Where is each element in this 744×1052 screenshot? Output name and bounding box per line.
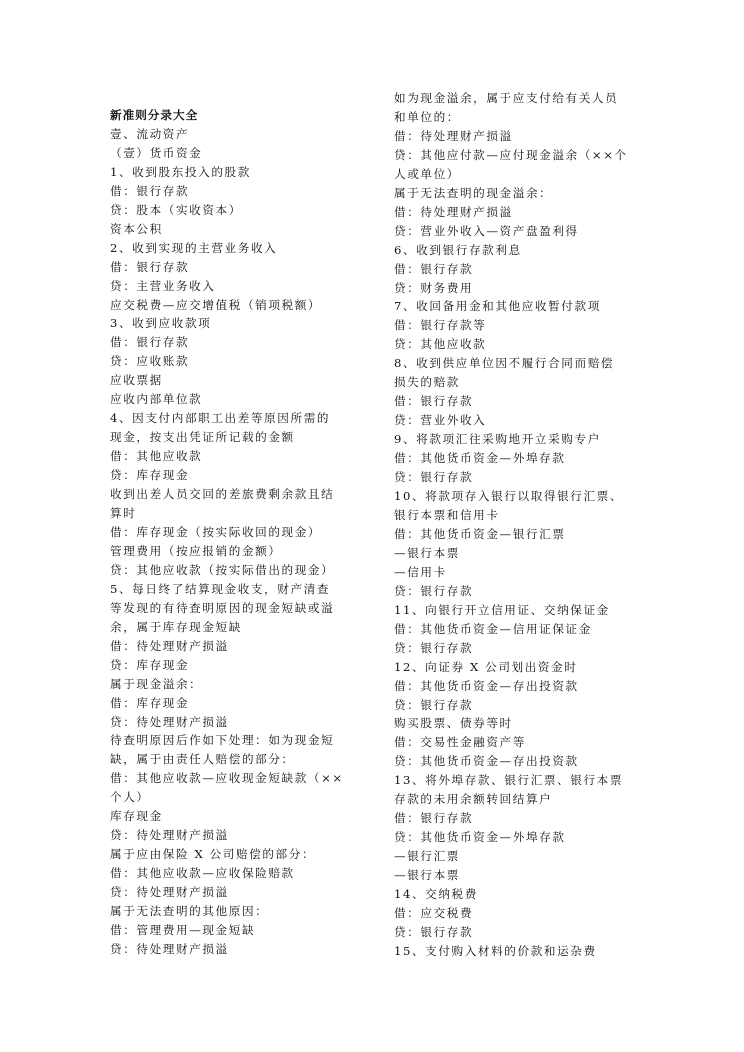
text-line: 借：待处理财产损溢 xyxy=(394,128,513,143)
text-line: 应交税费—应交增值税（销项税额） xyxy=(110,297,322,312)
text-line: 属于现金溢余： xyxy=(110,676,203,691)
text-line: 贷：其他应收款 xyxy=(394,337,487,352)
document-title: 新准则分录大全 xyxy=(110,108,199,122)
text-line: 和单位的： xyxy=(394,109,460,124)
text-line: 贷：其他应收款（按实际借出的现金） xyxy=(110,562,335,577)
text-line: —信用卡 xyxy=(394,564,447,579)
text-line: 贷：主营业务收入 xyxy=(110,278,216,293)
text-line: 贷：营业外收入—资产盘盈利得 xyxy=(394,223,579,238)
text-line: 人或单位） xyxy=(394,166,460,181)
text-line: —银行本票 xyxy=(394,868,460,883)
text-line: 属于无法查明的现金溢余： xyxy=(394,185,553,200)
text-line: 应收票据 xyxy=(110,373,163,388)
text-line: 贷：待处理财产损溢 xyxy=(110,941,229,956)
text-line: 损失的赔款 xyxy=(394,375,460,390)
text-line: 4、因支付内部职工出差等原因所需的 xyxy=(110,411,331,426)
text-line: 算时 xyxy=(110,506,137,521)
text-line: 3、收到应收款项 xyxy=(110,316,212,331)
text-line: 待查明原因后作如下处理：如为现金短 xyxy=(110,733,335,748)
text-line: 贷：应收账款 xyxy=(110,354,190,369)
text-line: 贷：财务费用 xyxy=(394,280,474,295)
text-line: 借：库存现金（按实际收回的现金） xyxy=(110,524,322,539)
left-column xyxy=(110,106,360,959)
text-line: （壹）货币资金 xyxy=(110,145,203,160)
text-line: 借：银行存款 xyxy=(110,183,190,198)
text-line: 借：其他应收款 xyxy=(110,449,203,464)
text-line: 借：待处理财产损溢 xyxy=(394,204,513,219)
text-line: 贷：待处理财产损溢 xyxy=(110,828,229,843)
text-line: 贷：银行存款 xyxy=(394,640,474,655)
text-line: 缺，属于由责任人赔偿的部分： xyxy=(110,752,295,767)
text-line: 6、收到银行存款利息 xyxy=(394,242,522,257)
text-line: 等发现的有待查明原因的现金短缺或溢 xyxy=(110,600,335,615)
text-line: 贷：银行存款 xyxy=(394,583,474,598)
text-line: 14、交纳税费 xyxy=(394,887,478,902)
text-line: 收到出差人员交回的差旅费剩余款且结 xyxy=(110,487,335,502)
text-line: 借：银行存款 xyxy=(394,394,474,409)
text-line: 余，属于库存现金短缺 xyxy=(110,619,242,634)
text-line: —银行汇票 xyxy=(394,849,460,864)
right-column xyxy=(394,89,644,961)
text-line: 贷：待处理财产损溢 xyxy=(110,885,229,900)
text-line: 借：其他应收款—应收保险赔款 xyxy=(110,866,295,881)
text-line: 2、收到实现的主营业务收入 xyxy=(110,240,278,255)
text-line: 13、将外埠存款、银行汇票、银行本票 xyxy=(394,773,624,788)
text-line: 借：其他应收款—应收现金短缺款（×× xyxy=(110,771,344,786)
text-line: 借：其他货币资金—外埠存款 xyxy=(394,451,566,466)
text-line: 壹、流动资产 xyxy=(110,126,190,141)
text-line: 贷：库存现金 xyxy=(110,657,190,672)
text-line: 贷：其他货币资金—外埠存款 xyxy=(394,830,566,845)
text-line: 借：交易性金融资产等 xyxy=(394,735,526,750)
text-line: 贷：库存现金 xyxy=(110,468,190,483)
text-line: 如为现金溢余，属于应支付给有关人员 xyxy=(394,91,619,105)
text-line: 管理费用（按应报销的金额） xyxy=(110,543,282,558)
text-line: 属于应由保险 X 公司赔偿的部分： xyxy=(110,847,316,862)
text-line: 贷：银行存款 xyxy=(394,924,474,939)
text-line: 借：银行存款 xyxy=(394,811,474,826)
text-line: 借：银行存款 xyxy=(110,259,190,274)
text-line: 贷：银行存款 xyxy=(394,470,474,485)
text-line: 借：银行存款 xyxy=(394,261,474,276)
text-line: —银行本票 xyxy=(394,545,460,560)
text-line: 5、每日终了结算现金收支，财产清查 xyxy=(110,581,331,596)
text-line: 10、将款项存入银行以取得银行汇票、 xyxy=(394,489,624,504)
text-line: 借：应交税费 xyxy=(394,905,474,920)
text-line: 资本公积 xyxy=(110,221,163,236)
text-line: 借：待处理财产损溢 xyxy=(110,638,229,653)
text-line: 贷：银行存款 xyxy=(394,697,474,712)
text-line: 贷：其他应付款—应付现金溢余（××个 xyxy=(394,147,628,162)
text-line: 应收内部单位款 xyxy=(110,392,203,407)
text-line: 15、支付购入材料的价款和运杂费 xyxy=(394,943,597,958)
text-line: 个人） xyxy=(110,790,150,805)
right-column-lines xyxy=(394,89,644,961)
text-line: 1、收到股东投入的股款 xyxy=(110,164,251,179)
text-line: 借：其他货币资金—信用证保证金 xyxy=(394,621,592,636)
text-line: 购买股票、债券等时 xyxy=(394,716,513,731)
left-column-lines xyxy=(110,125,360,959)
text-line: 属于无法查明的其他原因： xyxy=(110,904,269,919)
text-line: 现金，按支出凭证所记载的金额 xyxy=(110,430,295,445)
text-line: 7、收回备用金和其他应收暂付款项 xyxy=(394,299,601,314)
text-line: 借：银行存款 xyxy=(110,335,190,350)
text-line: 9、将款项汇往采购地开立采购专户 xyxy=(394,432,601,447)
text-line: 贷：营业外收入 xyxy=(394,413,487,428)
text-line: 借：银行存款等 xyxy=(394,318,487,333)
text-line: 借：其他货币资金—银行汇票 xyxy=(394,526,566,541)
text-line: 贷：股本（实收资本） xyxy=(110,202,242,217)
text-line: 借：管理费用—现金短缺 xyxy=(110,922,256,937)
text-line: 库存现金 xyxy=(110,809,163,824)
text-line: 借：库存现金 xyxy=(110,695,190,710)
text-line: 借：其他货币资金—存出投资款 xyxy=(394,678,579,693)
text-line: 存款的未用余额转回结算户 xyxy=(394,792,553,807)
text-line: 12、向证券 X 公司划出资金时 xyxy=(394,659,578,674)
text-line: 银行本票和信用卡 xyxy=(394,507,500,522)
text-line: 贷：其他货币资金—存出投资款 xyxy=(394,754,579,769)
text-line: 贷：待处理财产损溢 xyxy=(110,714,229,729)
text-line: 8、收到供应单位因不履行合同而赔偿 xyxy=(394,356,615,371)
text-line: 11、向银行开立信用证、交纳保证金 xyxy=(394,602,610,617)
